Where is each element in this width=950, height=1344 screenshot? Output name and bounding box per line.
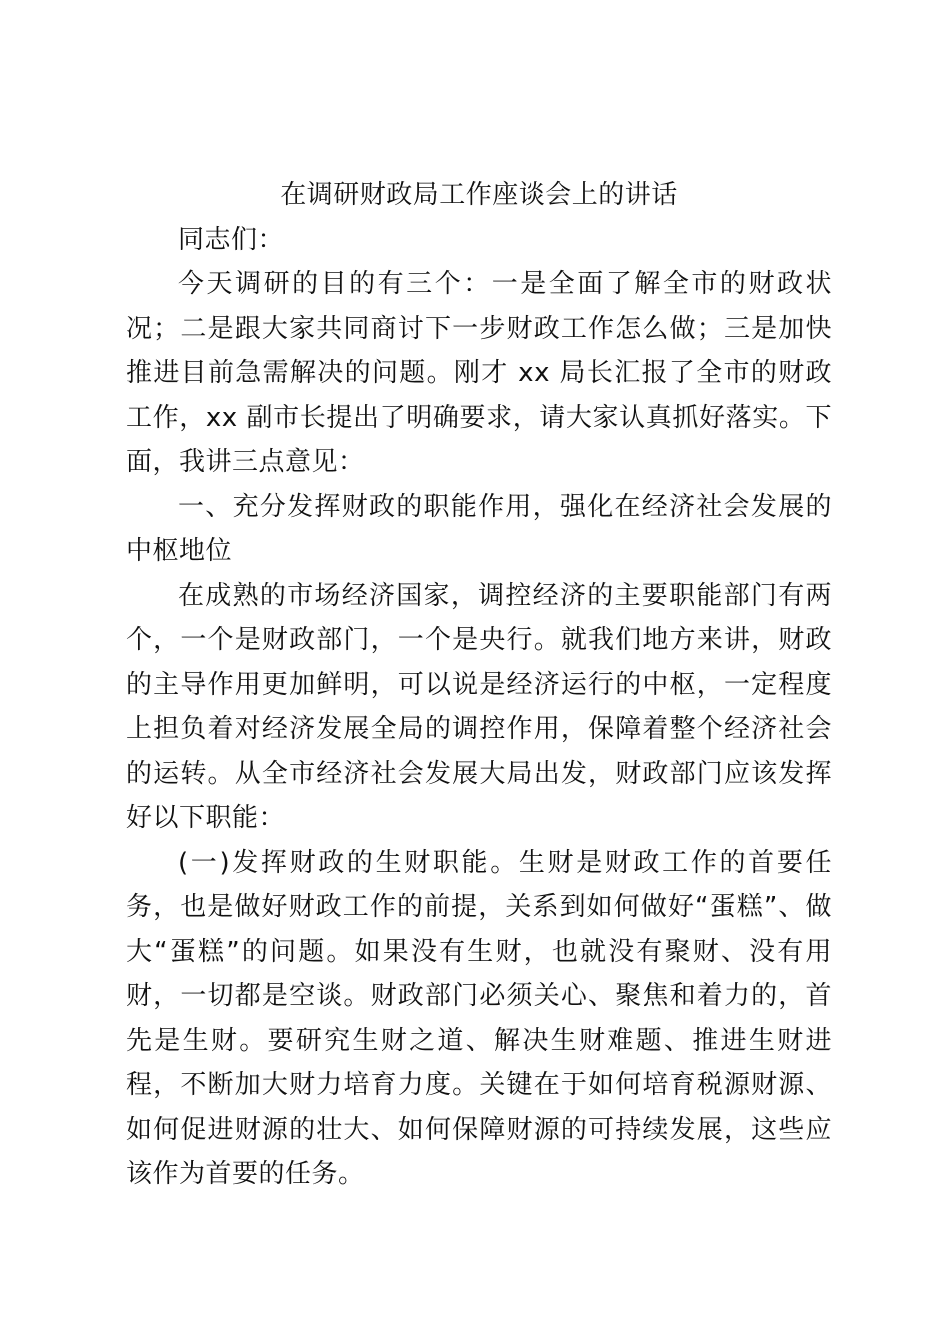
paragraph-intro: 今天调研的目的有三个：一是全面了解全市的财政状况；二是跟大家共同商讨下一步财政工作怎么做；三是加快推进目前急需解决的问题。刚才 xx 局长汇报了全市的财政工作，xx 副市长提出了明确要求，请大家认真抓好落实。下面，我讲三点意见： [126, 269, 832, 477]
salutation: 同志们： [178, 224, 285, 255]
document-title: 在调研财政局工作座谈会上的讲话 [280, 180, 678, 210]
document-body [126, 173, 832, 1197]
paragraph-section-1: 在成熟的市场经济国家，调控经济的主要职能部门有两个，一个是财政部门，一个是央行。就我们地方来讲，财政的主导作用更加鲜明，可以说是经济运行的中枢，一定程度上担负着对经济发展全局的调控作用，保障着整个经济社会的运转。从全市经济社会发展大局出发，财政部门应该发挥好以下职能： [126, 580, 832, 833]
section-heading-1: 一、充分发挥财政的职能作用，强化在经济社会发展的中枢地位 [126, 491, 832, 566]
paragraph-subsection-1: (一)发挥财政的生财职能。生财是财政工作的首要任务，也是做好财政工作的前提，关系到如何做好“蛋糕”、做大“蛋糕”的问题。如果没有生财，也就没有聚财、没有用财，一切都是空谈。财政部门必须关心、聚焦和着力的，首先是生财。要研究生财之道、解决生财难题、推进生财进程，不断加大财力培育力度。关键在于如何培育税源财源、如何促进财源的壮大、如何保障财源的可持续发展，这些应该作为首要的任务。 [126, 847, 832, 1189]
